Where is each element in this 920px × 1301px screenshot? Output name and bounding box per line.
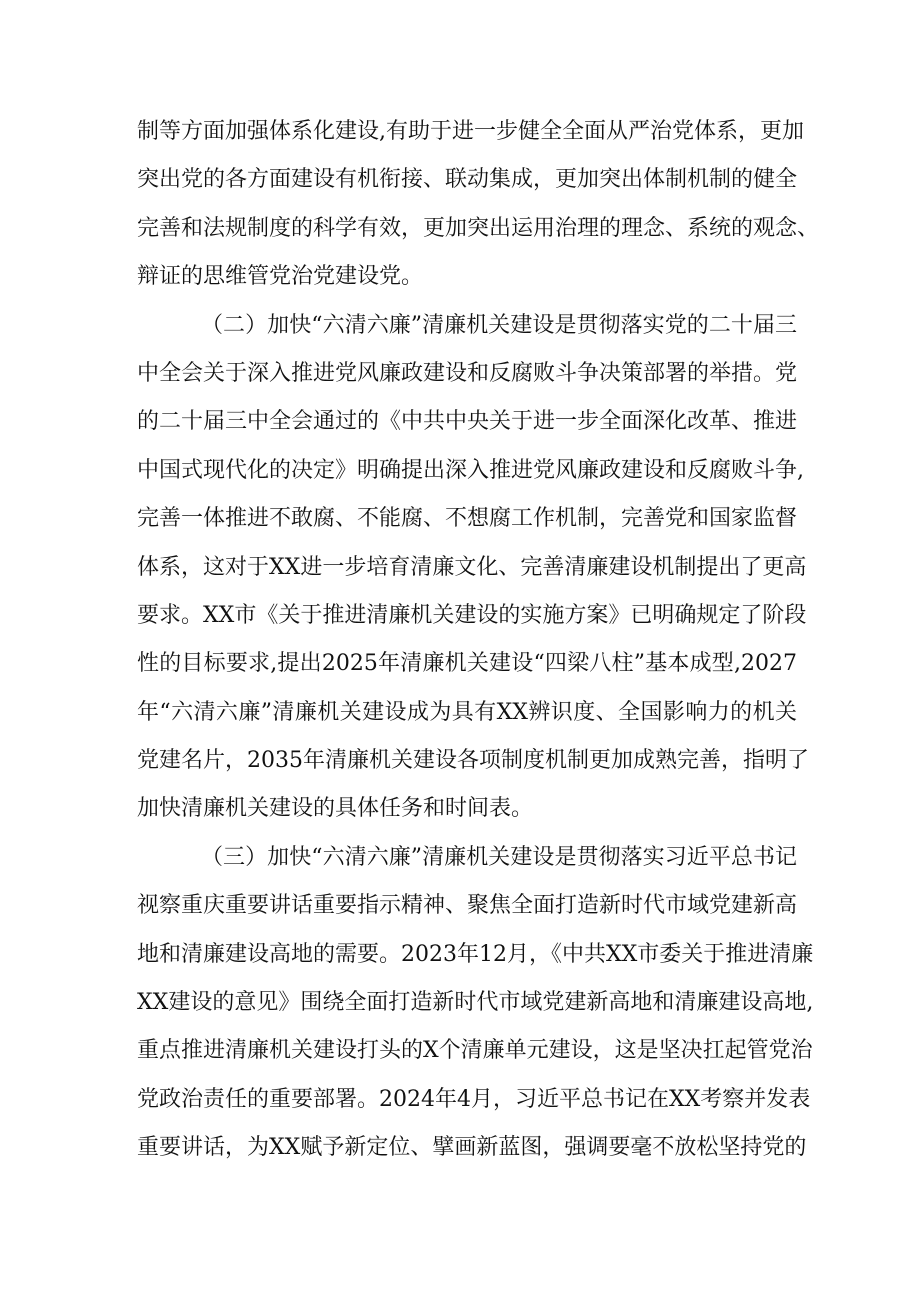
text-line: 加快清廉机关建设的具体任务和时间表。	[137, 796, 534, 822]
text-line: XX建设的意见》围绕全面打造新时代市域党建新高地和清廉建设高地,	[137, 990, 814, 1016]
text-line: 年“六清六廉”清廉机关建设成为具有XX辨识度、全国影响力的机关	[137, 699, 797, 725]
text-line: 视察重庆重要讲话重要指示精神、聚焦全面打造新时代市域党建新高	[137, 893, 798, 919]
text-line: 体系，这对于XX进一步培育清廉文化、完善清廉建设机制提出了更高	[137, 554, 807, 580]
text-line: 党政治责任的重要部署。2024年4月，习近平总书记在XX考察并发表	[137, 1086, 811, 1112]
text-line: 要求。XX市《关于推进清廉机关建设的实施方案》已明确规定了阶段	[137, 602, 807, 628]
text-line: 完善一体推进不敢腐、不能腐、不想腐工作机制，完善党和国家监督	[137, 506, 798, 532]
paragraph-2	[137, 302, 809, 834]
text-line: 的二十届三中全会通过的《中共中央关于进一步全面深化改革、推进	[137, 409, 798, 435]
text-line: 党建名片，2035年清廉机关建设各项制度机制更加成熟完善，指明了	[137, 748, 809, 774]
text-line: 制等方面加强体系化建设,有助于进一步健全全面从严治党体系，更加	[137, 119, 804, 144]
text-line: 性的目标要求,提出2025年清廉机关建设“四梁八柱”基本成型,2027	[137, 651, 797, 677]
text-line: 重点推进清廉机关建设打头的X个清廉单元建设，这是坚决扛起管党治	[137, 1038, 813, 1064]
text-line: 辩证的思维管党治党建设党。	[137, 264, 424, 290]
text-line: 中国式现代化的决定》明确提出深入推进党风廉政建设和反腐败斗争,	[137, 457, 804, 483]
text-line: 完善和法规制度的科学有效，更加突出运用治理的理念、系统的观念、	[137, 215, 820, 241]
paragraph-3	[137, 834, 814, 1173]
text-line: 地和清廉建设高地的需要。2023年12月，《中共XX市委关于推进清廉	[137, 941, 814, 967]
text-line: 中全会关于深入推进党风廉政建设和反腐败斗争决策部署的举措。党	[137, 360, 798, 386]
text-line: 重要讲话，为XX赋予新定位、擘画新蓝图，强调要毫不放松坚持党的	[137, 1135, 807, 1161]
paragraph-1	[137, 108, 820, 302]
document-body	[137, 108, 820, 1173]
text-line: （三）加快“六清六廉”清廉机关建设是贯彻落实习近平总书记	[201, 844, 797, 870]
text-line: 突出党的各方面建设有机衔接、联动集成，更加突出体制机制的健全	[137, 167, 798, 193]
text-line: （二）加快“六清六廉”清廉机关建设是贯彻落实党的二十届三	[201, 312, 797, 338]
